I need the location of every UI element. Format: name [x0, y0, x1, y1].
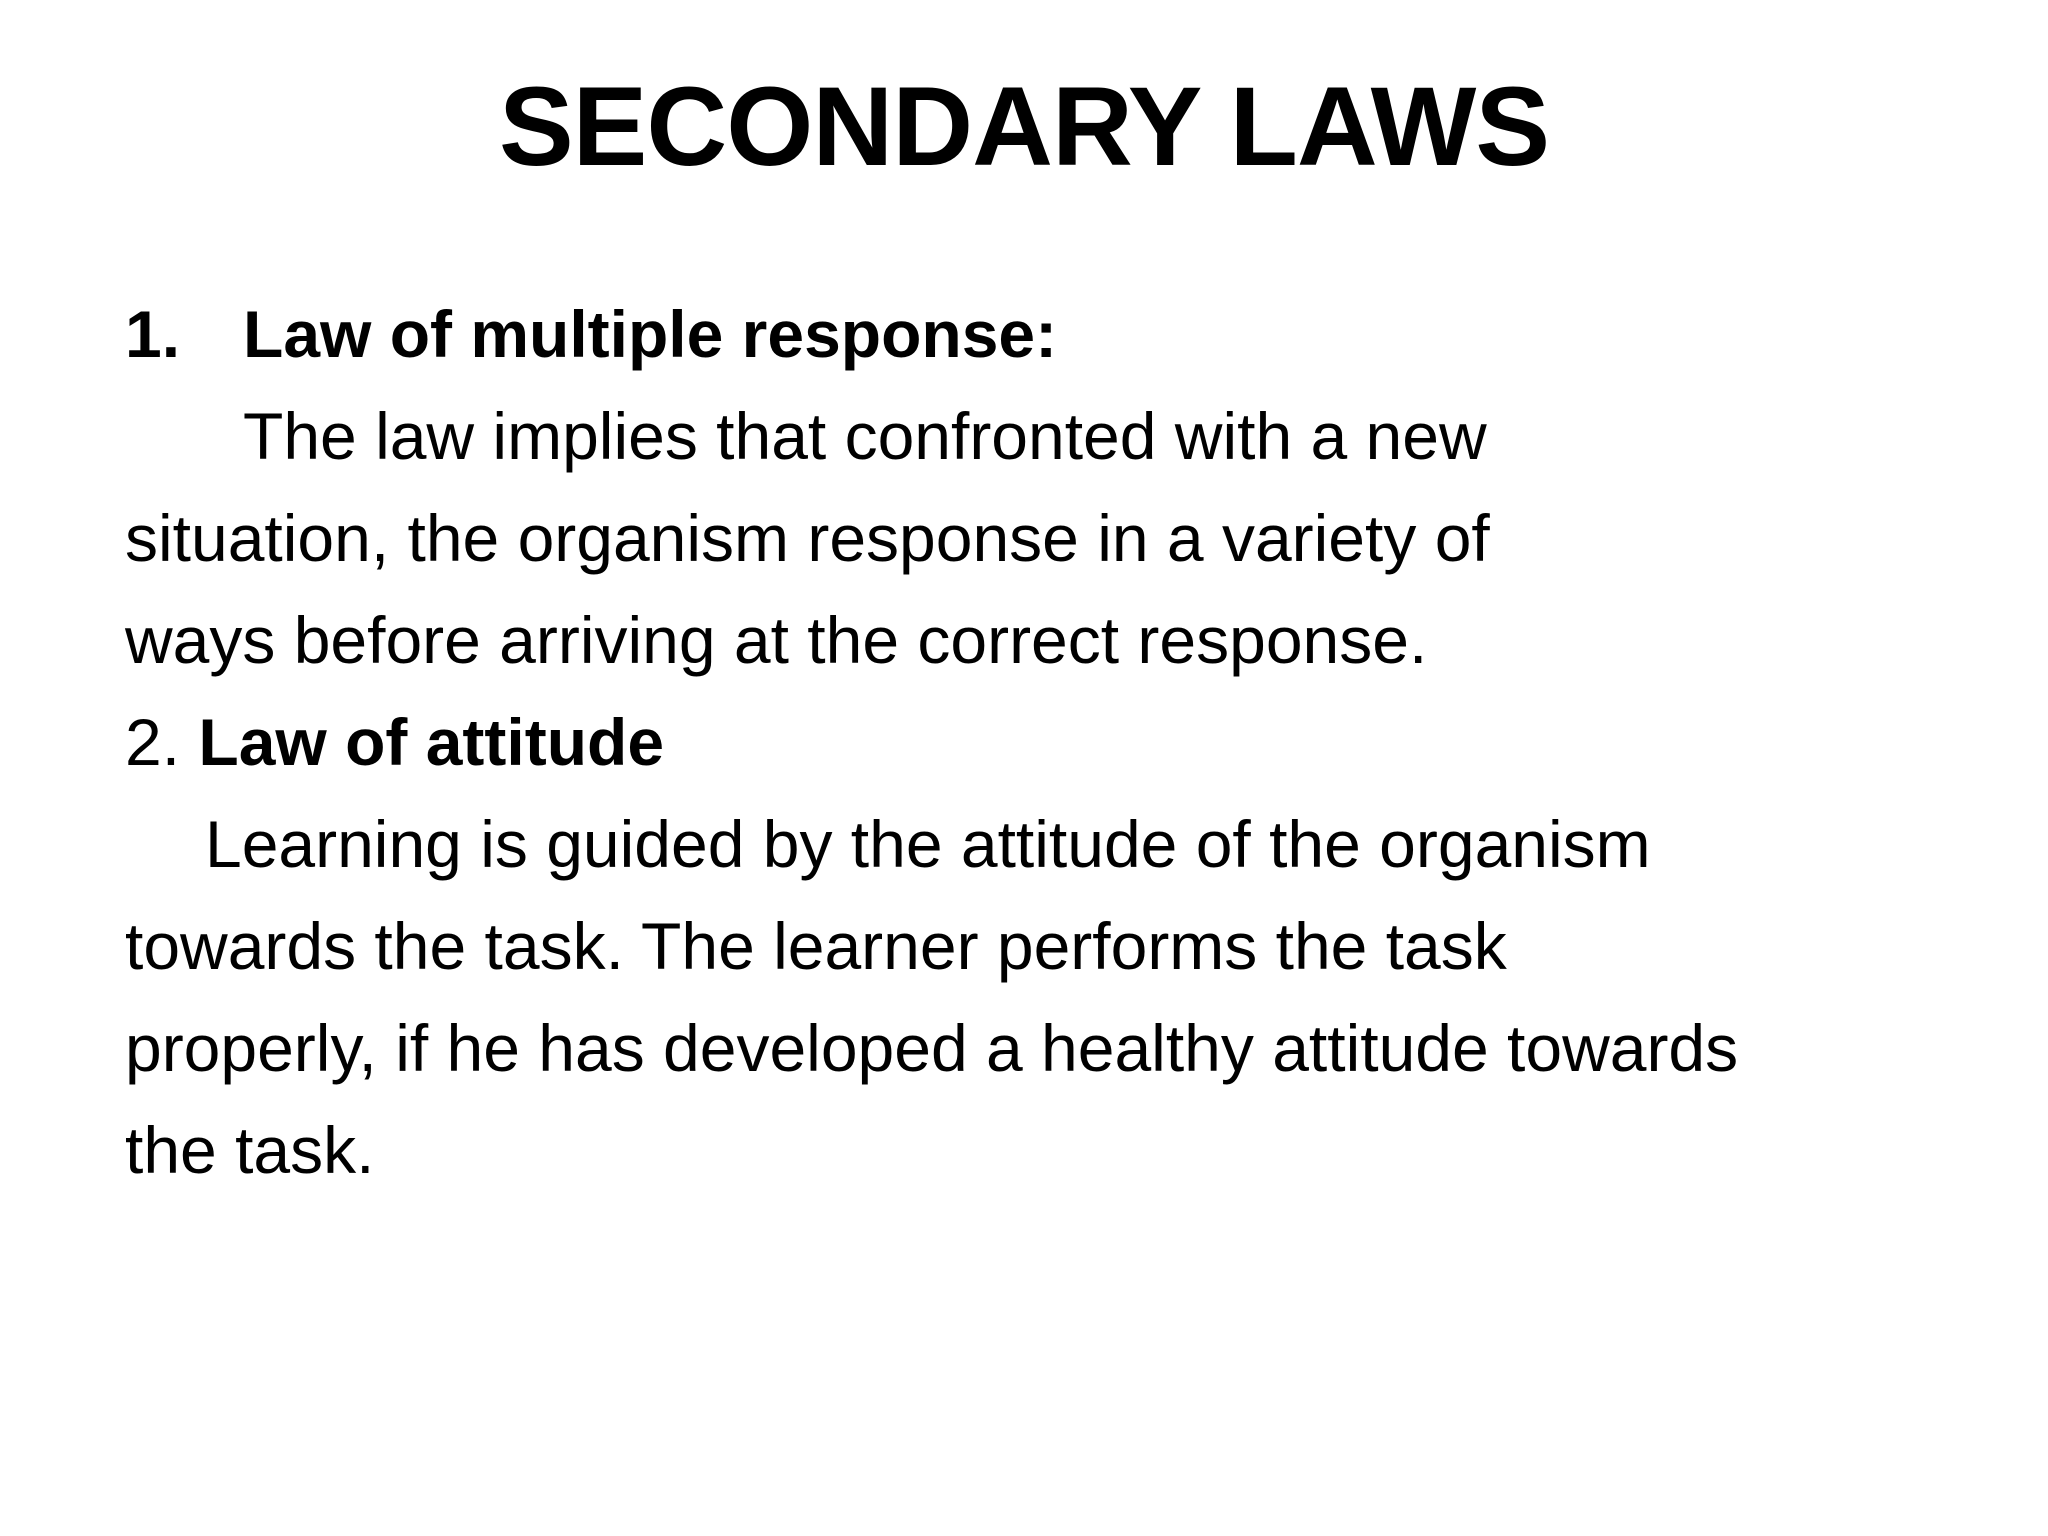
- slide-title: SECONDARY LAWS: [498, 64, 1550, 189]
- item-2-number: 2.: [125, 705, 181, 779]
- item-1-text-line-3: ways before arriving at the correct response.: [125, 603, 1428, 677]
- item-1-text-line-2: situation, the organism response in a variety of: [125, 501, 1490, 575]
- item-2-text-line-2: towards the task. The learner performs the task: [125, 909, 1507, 983]
- item-1-heading-line: [125, 283, 1985, 385]
- item-1-heading: Law of multiple response:: [243, 297, 1058, 371]
- item-2-text-line-4: the task.: [125, 1113, 375, 1187]
- item-2-heading-line: [125, 691, 1985, 793]
- item-2-text-line-3: properly, if he has developed a healthy attitude towards: [125, 1011, 1739, 1085]
- item-1-text-line-1: The law implies that confronted with a new: [243, 399, 1487, 473]
- item-2-text-line-1: Learning is guided by the attitude of the organism: [205, 807, 1651, 881]
- item-2-heading: Law of attitude: [198, 705, 665, 779]
- item-1-number: 1.: [125, 297, 181, 371]
- slide-body: [125, 283, 1985, 1201]
